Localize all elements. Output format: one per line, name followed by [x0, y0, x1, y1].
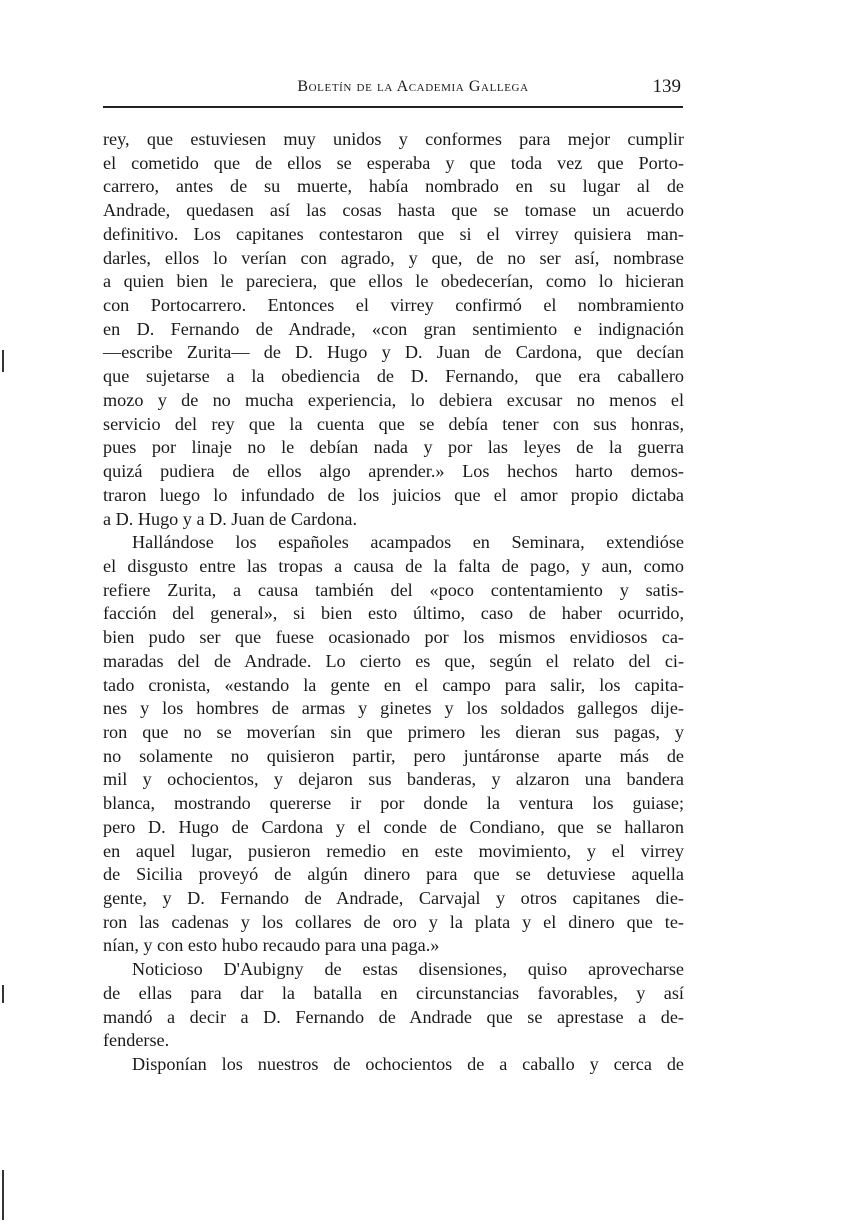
text-line: a quien bien le pareciera, que ellos le obedecerían, como lo hicieran [103, 271, 684, 292]
text-line: ron las cadenas y los collares de oro y la plata y el dinero que te- [103, 911, 684, 932]
text-line: quizá pudiera de ellos algo aprender.» Los hechos harto demos- [103, 461, 684, 482]
paragraph [103, 531, 684, 958]
text-line: carrero, antes de su muerte, había nombrado en su lugar al de [103, 176, 684, 197]
text-line: facción del general», si bien esto último, caso de haber ocurrido, [103, 603, 684, 624]
text-line: pero D. Hugo de Cardona y el conde de Condiano, que se hallaron [103, 816, 684, 837]
body-text [103, 128, 684, 1077]
text-line: maradas del de Andrade. Lo cierto es que, según el relato del ci- [103, 650, 684, 671]
header-rule [103, 106, 683, 108]
scan-margin-mark [2, 985, 4, 1003]
text-line: mil y ochocientos, y dejaron sus banderas, y alzaron una bandera [103, 769, 684, 790]
paragraph [103, 128, 684, 531]
text-line: que sujetarse a la obediencia de D. Fernando, que era caballero [103, 366, 684, 387]
text-line: definitivo. Los capitanes contestaron que si el virrey quisiera man- [103, 223, 684, 244]
text-line: a D. Hugo y a D. Juan de Cardona. [103, 508, 358, 529]
text-line: bien pudo ser que fuese ocasionado por los mismos envidiosos ca- [103, 627, 684, 648]
text-line: de Sicilia proveyó de algún dinero para que se detuviese aquella [103, 864, 684, 885]
text-line: el disgusto entre las tropas a causa de la falta de pago, y aun, como [103, 555, 684, 576]
text-line: gente, y D. Fernando de Andrade, Carvajal y otros capitanes die- [103, 888, 684, 908]
text-line: fenderse. [103, 1030, 170, 1051]
text-line: en D. Fernando de Andrade, «con gran sentimiento e indignación [103, 318, 684, 339]
text-line: darles, ellos lo verían con agrado, y que, de no ser así, nombrase [103, 247, 684, 268]
page-number: 139 [652, 76, 681, 97]
text-line: mozo y de no mucha experiencia, lo debiera excusar no menos el [103, 389, 684, 410]
text-line: nes y los hombres de armas y ginetes y los soldados gallegos dije- [103, 698, 684, 719]
text-line: en aquel lugar, pusieron remedio en este movimiento, y el virrey [103, 840, 684, 861]
text-line: ron que no se moverían sin que primero les dieran sus pagas, y [103, 721, 684, 742]
running-title: Boletín de la Academia Gallega [297, 78, 529, 95]
paragraph [103, 958, 684, 1053]
text-line: nían, y con esto hubo recaudo para una paga.» [103, 935, 440, 956]
text-line: el cometido que de ellos se esperaba y que toda vez que Porto- [103, 152, 684, 173]
scan-margin-mark [2, 350, 4, 372]
text-line: con Portocarrero. Entonces el virrey confirmó el nombramiento [103, 295, 684, 316]
text-line: Noticioso D'Aubigny de estas disensiones, quiso aprovecharse [132, 959, 684, 980]
running-header [103, 76, 683, 102]
paragraph [103, 1053, 684, 1077]
text-line: no solamente no quisieron partir, pero juntáronse aparte más de [103, 745, 684, 766]
text-line: —escribe Zurita— de D. Hugo y D. Juan de Cardona, que decían [103, 342, 684, 363]
scan-margin-mark [2, 1170, 4, 1220]
text-line: mandó a decir a D. Fernando de Andrade que se aprestase a de- [103, 1006, 684, 1027]
text-line: blanca, mostrando quererse ir por donde la ventura los guiase; [103, 793, 684, 814]
text-line: Disponían los nuestros de ochocientos de a caballo y cerca de [132, 1054, 684, 1075]
text-line: servicio del rey que la cuenta que se debía tener con sus honras, [103, 413, 684, 434]
text-line: de ellas para dar la batalla en circunstancias favorables, y así [103, 982, 684, 1003]
text-line: pues por linaje no le debían nada y por las leyes de la guerra [103, 437, 684, 458]
text-line: refiere Zurita, a causa también del «poco contentamiento y satis- [103, 579, 684, 600]
text-line: traron luego lo infundado de los juicios que el amor propio dictaba [103, 484, 684, 505]
text-line: Hallándose los españoles acampados en Seminara, extendióse [132, 532, 684, 553]
text-line: Andrade, quedasen así las cosas hasta que se tomase un acuerdo [103, 200, 684, 221]
text-line: tado cronista, «estando la gente en el campo para salir, los capita- [103, 674, 684, 695]
text-line: rey, que estuviesen muy unidos y conformes para mejor cumplir [103, 129, 684, 149]
